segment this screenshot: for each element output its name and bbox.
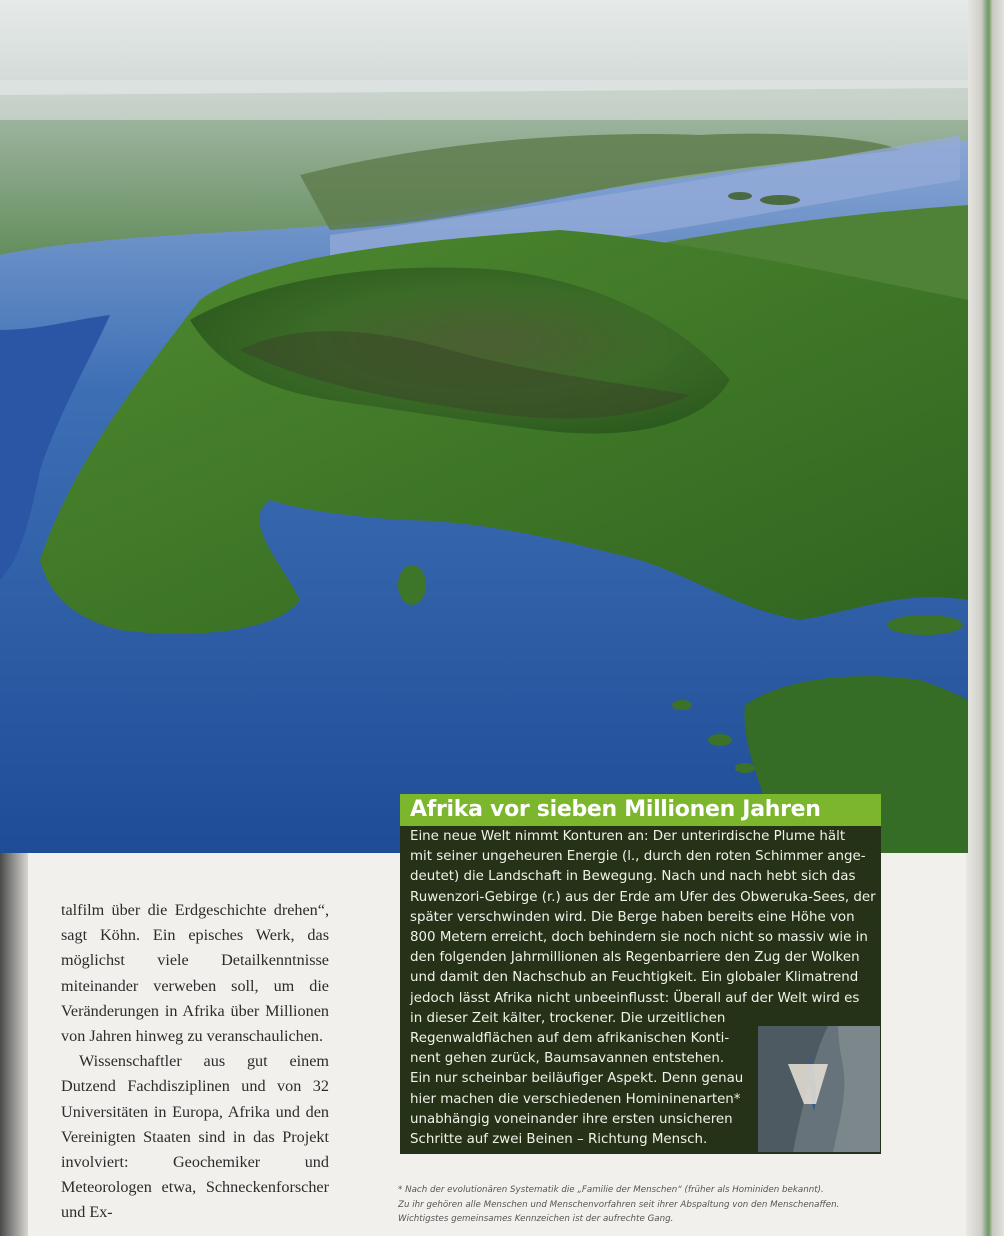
page-edge	[966, 0, 1004, 1236]
body-paragraph: Wissenschaftler aus gut einem Dutzend Fachdisziplinen und von 32 Universitäten in Europa, Afrika und den Vereinigten Staaten sind in das Projekt involviert: Geochemiker und Meteorologen etwa, Schneckenforscher und Ex-	[61, 1052, 329, 1222]
caption-title: Afrika vor sieben Millionen Jahren	[400, 794, 881, 826]
caption-line: hier machen die verschiedenen Homininenarten*	[410, 1091, 741, 1107]
caption-line: Eine neue Welt nimmt Konturen an: Der unterirdische Plume hält	[410, 829, 846, 844]
caption-line: deutet) die Landschaft in Bewegung. Nach und nach hebt sich das	[410, 869, 856, 885]
caption-line: unabhängig voneinander ihre ersten unsicheren	[410, 1111, 733, 1127]
caption-line: 800 Metern erreicht, doch behindern sie noch nicht so massiv wie in	[410, 930, 868, 946]
caption-line: Ein nur scheinbar beiläufiger Aspekt. Denn genau	[410, 1071, 744, 1087]
caption-line: in dieser Zeit kälter, trockener. Die urzeitlichen	[410, 1010, 726, 1026]
caption-line: jedoch lässt Afrika nicht unbeeinflusst: Überall auf der Welt wird es	[410, 990, 860, 1006]
body-paragraph: talfilm über die Erdgeschichte drehen“, sagt Köhn. Ein episches Werk, das möglichst viele Detailkenntnisse miteinander verweben soll, um die Veränderungen in Afrika über Millionen von Jahren hinweg zu veranschaulichen.	[61, 901, 329, 1046]
footnote-line: Wichtigstes gemeinsames Kennzeichen ist der aufrechte Gang.	[398, 1214, 674, 1224]
body-text-column	[61, 898, 329, 1226]
caption-line: mit seiner ungeheuren Energie (l., durch den roten Schimmer ange-	[410, 849, 866, 865]
caption-line: Regenwaldflächen auf dem afrikanischen Konti-	[410, 1031, 730, 1047]
footnote-line: * Nach der evolutionären Systematik die „Familie der Menschen“ (früher als Hominiden bekannt).	[398, 1185, 824, 1195]
footnote-line: Zu ihr gehören alle Menschen und Menschenvorfahren seit ihrer Abspaltung von den Menschenaffen.	[398, 1199, 840, 1210]
caption-line: nent gehen zurück, Baumsavannen entstehen.	[410, 1051, 725, 1067]
caption-line: Schritte auf zwei Beinen – Richtung Mensch.	[410, 1132, 708, 1148]
caption-line: den folgenden Jahrmillionen als Regenbarriere den Zug der Wolken	[410, 950, 860, 966]
inset-relief-map	[758, 1026, 880, 1152]
caption-line: und damit den Nachschub an Feuchtigkeit. Ein globaler Klimatrend	[410, 970, 859, 986]
footnote	[398, 1183, 918, 1227]
caption-line: Ruwenzori-Gebirge (r.) aus der Erde am Ufer des Obweruka-Sees, der	[410, 889, 876, 905]
caption-line: später verschwinden wird. Die Berge haben bereits eine Höhe von	[410, 909, 855, 925]
